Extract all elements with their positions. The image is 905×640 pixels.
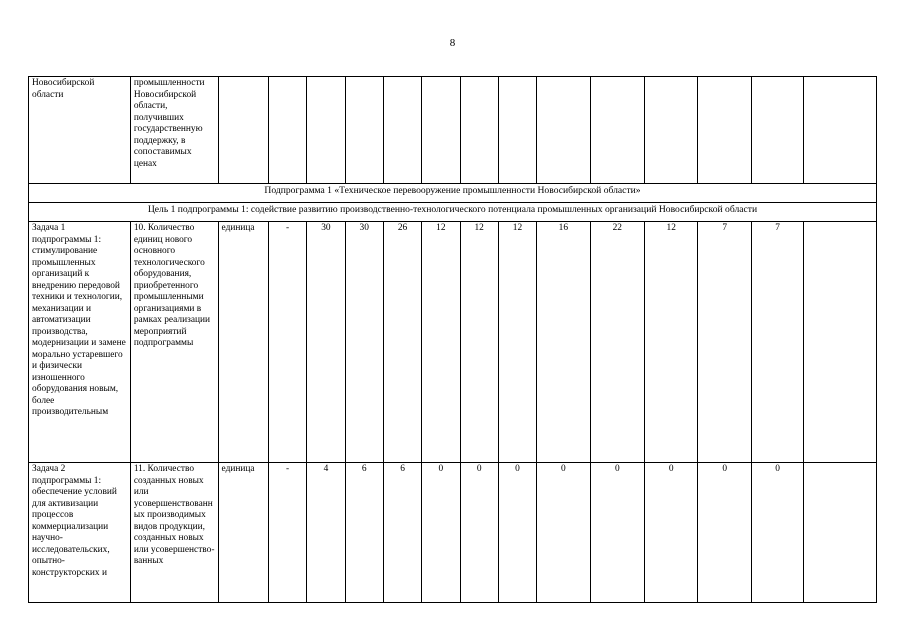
value-cell: 30: [307, 222, 345, 463]
value-cell: 0: [751, 463, 803, 603]
empty-cell: [383, 77, 421, 184]
goal-header: Цель 1 подпрограммы 1: содействие развитию производственно-технологического потенциала промышленных организаций Новосибирской области: [29, 203, 877, 222]
table-row: [29, 222, 877, 463]
goal-header-row: [29, 203, 877, 222]
empty-cell: [422, 77, 460, 184]
value-cell: 0: [422, 463, 460, 603]
empty-cell: [751, 77, 803, 184]
empty-cell: [218, 77, 268, 184]
value-cell: [804, 463, 877, 603]
value-cell: 6: [383, 463, 421, 603]
empty-cell: [498, 77, 536, 184]
value-cell: 0: [590, 463, 644, 603]
value-cell: 12: [460, 222, 498, 463]
indicator-cell: 11. Количество созданных новых или усовершенствованных производимых видов продукции, созданных новых или усовершенство-ванных: [130, 463, 218, 603]
value-cell: 30: [345, 222, 383, 463]
value-cell: 12: [422, 222, 460, 463]
task-cell: Задача 1 подпрограммы 1: стимулирование промышленных организаций к внедрению передовой техники и технологии, механизации и автоматизации производства, модернизации и замене морально устаревшего и физически изношенного оборудования новым, более производительным: [29, 222, 131, 463]
empty-cell: [698, 77, 751, 184]
task-cell: Задача 2 подпрограммы 1: обеспечение условий для активизации процессов коммерциализации научно-исследовательских, опытно-конструкторских и: [29, 463, 131, 603]
unit-cell: единица: [218, 222, 268, 463]
value-cell: 0: [460, 463, 498, 603]
value-cell: [804, 222, 877, 463]
empty-cell: [537, 77, 590, 184]
indicator-cell: 10. Количество единиц нового основного технологического оборудования, приобретенного промышленными организациями в рамках реализации мероприятий подпрограммы: [130, 222, 218, 463]
value-cell: 0: [498, 463, 536, 603]
value-cell: 12: [645, 222, 698, 463]
continuation-task-cell: Новосибирской области: [29, 77, 131, 184]
empty-cell: [345, 77, 383, 184]
empty-cell: [307, 77, 345, 184]
empty-cell: [460, 77, 498, 184]
value-cell: 22: [590, 222, 644, 463]
subprogram-header-row: [29, 184, 877, 203]
subprogram-header: Подпрограмма 1 «Техническое перевооружение промышленности Новосибирской области»: [29, 184, 877, 203]
value-cell: 0: [645, 463, 698, 603]
unit-cell: единица: [218, 463, 268, 603]
empty-cell: [268, 77, 306, 184]
continuation-row: [29, 77, 877, 184]
value-cell: 7: [751, 222, 803, 463]
value-cell: 12: [498, 222, 536, 463]
value-cell: 7: [698, 222, 751, 463]
value-cell: 0: [698, 463, 751, 603]
value-cell: 0: [537, 463, 590, 603]
continuation-indicator-cell: промышленности Новосибирской области, получивших государственную поддержку, в сопоставимых ценах: [130, 77, 218, 184]
empty-cell: [804, 77, 877, 184]
page-number: 8: [449, 37, 456, 49]
value-cell: 4: [307, 463, 345, 603]
value-cell: 26: [383, 222, 421, 463]
value-cell: -: [268, 222, 306, 463]
table-row: [29, 463, 877, 603]
value-cell: -: [268, 463, 306, 603]
value-cell: 16: [537, 222, 590, 463]
empty-cell: [645, 77, 698, 184]
indicators-table: [28, 76, 877, 603]
empty-cell: [590, 77, 644, 184]
value-cell: 6: [345, 463, 383, 603]
